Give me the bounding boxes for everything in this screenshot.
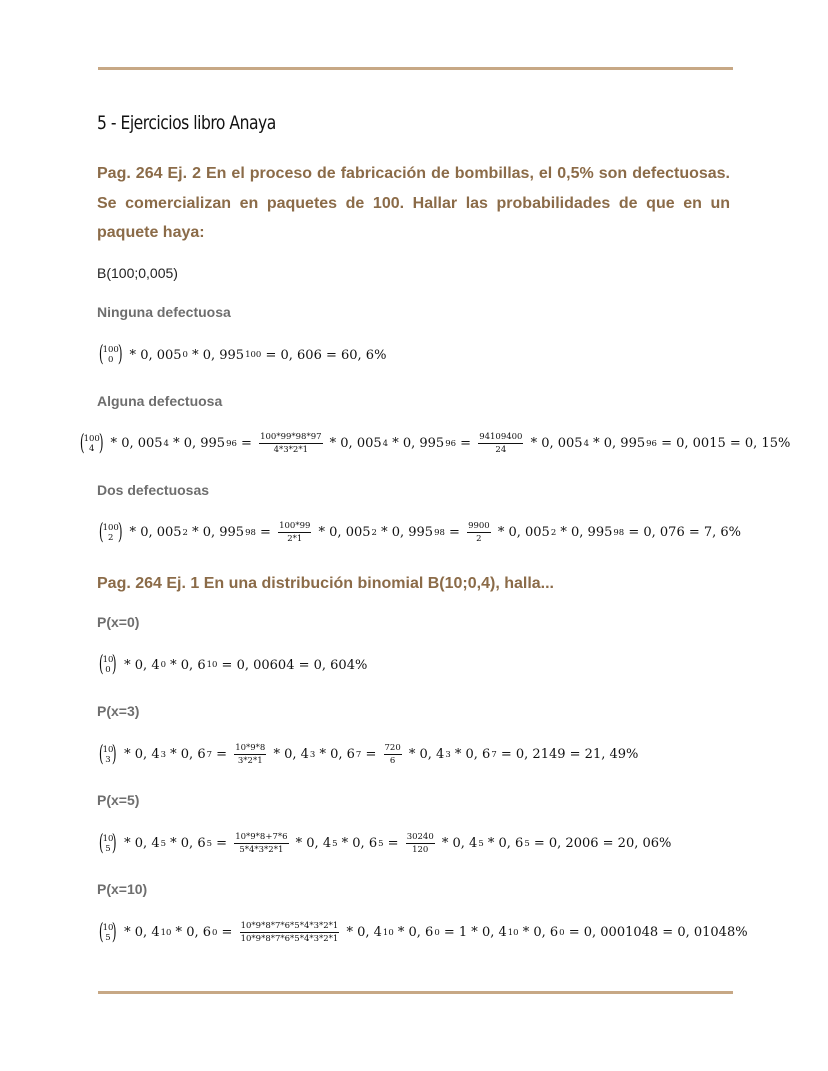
top-rule: [98, 67, 733, 70]
case-label-px0: P(x=0): [97, 614, 140, 630]
case-label-px10: P(x=10): [97, 881, 148, 897]
problem-statement-1: Pag. 264 Ej. 2 En el proceso de fabricación de bombillas, el 0,5% son defectuosas. Se comercializan en paquetes de 100. Hallar las probabilidades de que en un paquete haya:: [97, 165, 730, 241]
fraction: $\frac{100*99*98*97}{4*3*2*1}$: [260, 432, 322, 455]
equation-alguna: ( 100 4 ) * 0, 005 4 * 0, 995 96 = $\frac{100*99*98*97}{4*3*2*1}$ * 0, 005 4 * 0, 995 96 = $\frac{94109400}{24}$ * 0, 005 4 * 0, 995 96 = 0, 0015 = 0, 15%: [79, 430, 791, 456]
binomial-coefficient: ( 100 4 ): [79, 430, 104, 456]
equation-dos: ( 100 2 ) * 0, 005 2 * 0, 995 98 = $\frac{100*99}{2*1}$ * 0, 005 2 * 0, 995 98 = $\frac{9900}{2}$ * 0, 005 2 * 0, 995 98 = 0, 076 = 7, 6%: [98, 519, 742, 545]
binomial-coefficient: ( 10 0 ): [98, 652, 118, 677]
case-label-px5: P(x=5): [97, 792, 140, 808]
equation-ninguna: ( 100 0 ) * 0, 005 0 * 0, 995 100 = 0, 606 = 60, 6%: [98, 342, 387, 367]
fraction: $\frac{30240}{120}$: [406, 832, 434, 855]
section-title: 5 - Ejercicios libro Anaya: [97, 112, 276, 134]
case-label-px3: P(x=3): [97, 703, 140, 719]
result: = 0, 00604 = 0, 604%: [217, 657, 368, 673]
case-label-ninguna: Ninguna defectuosa: [97, 304, 231, 320]
fraction: $\frac{10*9*8*7*6*5*4*3*2*1}{10*9*8*7*6*5*4*3*2*1}$: [240, 921, 339, 944]
result: = 0, 606 = 60, 6%: [261, 347, 387, 363]
result: = 0, 2006 = 20, 06%: [529, 836, 672, 851]
binomial-coefficient: ( 10 5 ): [98, 830, 118, 856]
result: = 0, 076 = 7, 6%: [624, 525, 742, 540]
fraction: $\frac{9900}{2}$: [468, 521, 490, 544]
result: = 0, 2149 = 21, 49%: [496, 747, 639, 762]
distribution-label: B(100;0,005): [97, 265, 178, 281]
result: = 0, 0015 = 0, 15%: [656, 436, 791, 451]
equation-px10: ( 10 5 ) * 0, 4 10 * 0, 6 0 = $\frac{10*9*8*7*6*5*4*3*2*1}{10*9*8*7*6*5*4*3*2*1}$ * 0, 4 10 * 0, 6 0 = 1 * 0, 4 10 * 0, 6 0 = 0, 0001048 = 0, 01048%: [98, 919, 748, 945]
binomial-coefficient: ( 10 3 ): [98, 741, 118, 767]
equation-px0: ( 10 0 ) * 0, 4 0 * 0, 6 10 = 0, 00604 = 0, 604%: [98, 652, 368, 677]
fraction: $\frac{100*99}{2*1}$: [279, 521, 311, 544]
problem-statement-2: Pag. 264 Ej. 1 En una distribución binomial B(10;0,4), halla...: [97, 575, 554, 592]
binomial-coefficient: ( 10 5 ): [98, 919, 118, 945]
case-label-dos: Dos defectuosas: [97, 482, 210, 498]
fraction: $\frac{720}{6}$: [384, 743, 401, 766]
binomial-coefficient: ( 100 0 ): [98, 342, 123, 367]
fraction: $\frac{10*9*8}{3*2*1}$: [235, 743, 266, 766]
fraction: $\frac{10*9*8+7*6}{5*4*3*2*1}$: [235, 832, 288, 855]
equation-px3: ( 10 3 ) * 0, 4 3 * 0, 6 7 = $\frac{10*9*8}{3*2*1}$ * 0, 4 3 * 0, 6 7 = $\frac{720}{6}$ * 0, 4 3 * 0, 6 7 = 0, 2149 = 21, 49%: [98, 741, 639, 767]
binomial-coefficient: ( 100 2 ): [98, 519, 123, 545]
bottom-rule: [98, 991, 733, 994]
equation-px5: ( 10 5 ) * 0, 4 5 * 0, 6 5 = $\frac{10*9*8+7*6}{5*4*3*2*1}$ * 0, 4 5 * 0, 6 5 = $\frac{30240}{120}$ * 0, 4 5 * 0, 6 5 = 0, 2006 = 20, 06%: [98, 830, 672, 856]
result: = 0, 0001048 = 0, 01048%: [564, 925, 748, 940]
case-label-alguna: Alguna defectuosa: [97, 393, 223, 409]
fraction: $\frac{94109400}{24}$: [479, 432, 523, 455]
